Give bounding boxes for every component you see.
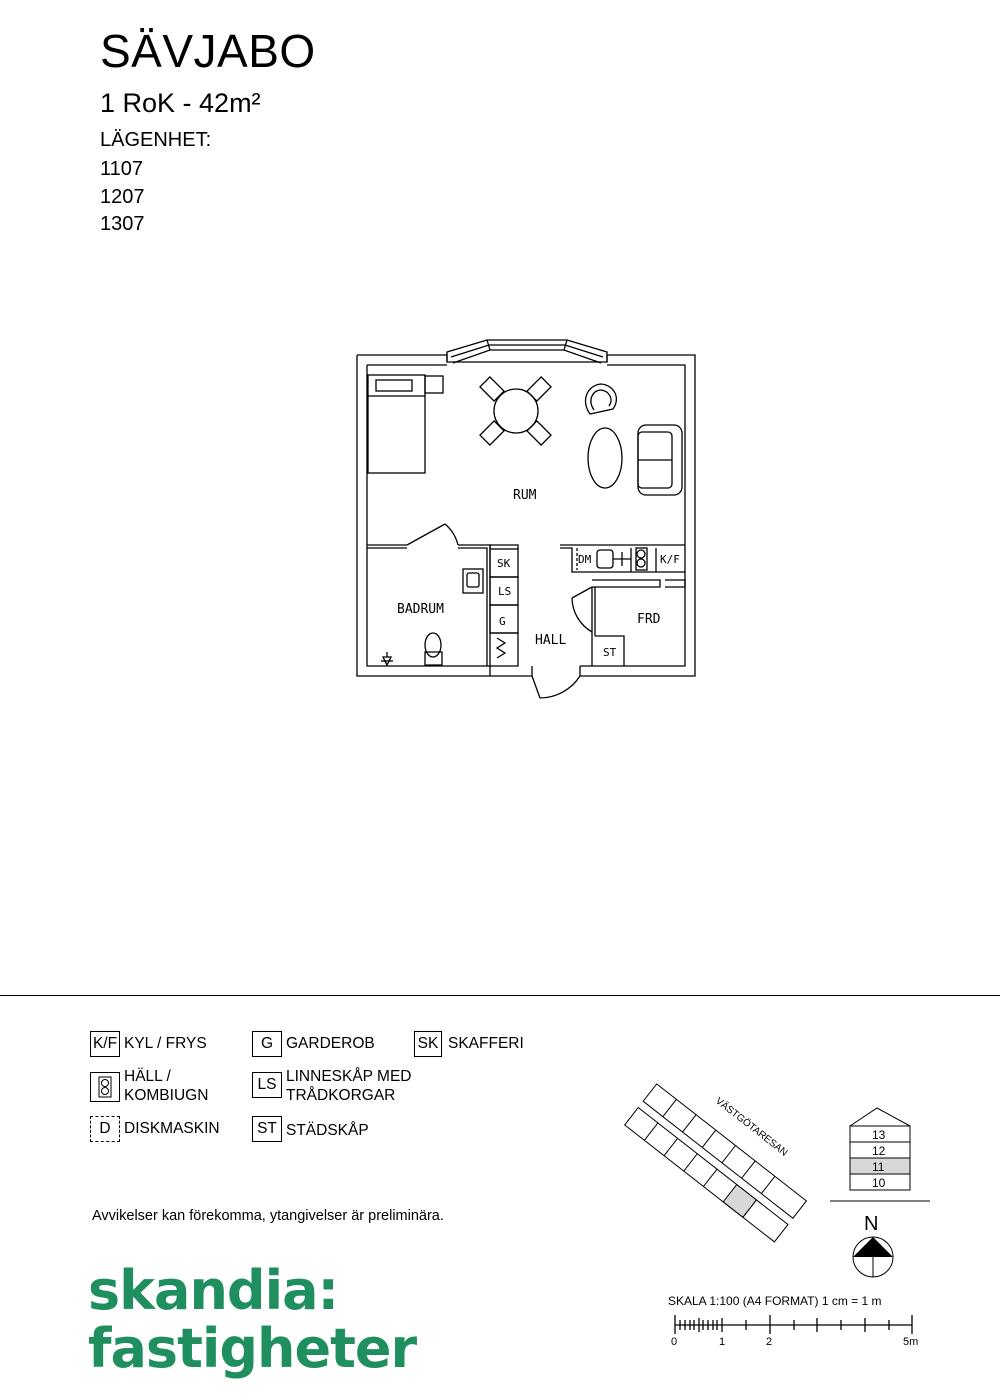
- cabinet-label-st: ST: [603, 646, 617, 659]
- legend-label-line: KOMBIUGN: [124, 1087, 209, 1104]
- north-arrow-icon: [850, 1210, 900, 1280]
- cabinet-label-ls: LS: [498, 585, 512, 598]
- scale-tick: 5m: [903, 1336, 919, 1348]
- legend-code-kf: K/F: [90, 1031, 120, 1057]
- apartment-number: 1107: [100, 158, 144, 180]
- legend-label-ls: [286, 1067, 411, 1105]
- street-name: VÄSTGÖTARESAN: [713, 1095, 790, 1159]
- room-label-badrum: BADRUM: [397, 602, 444, 617]
- cabinet-label-sk: SK: [497, 557, 511, 570]
- apartment-number: 1207: [100, 185, 145, 208]
- room-label-hall: HALL: [535, 633, 567, 648]
- legend-label-g: GARDEROB: [286, 1035, 375, 1052]
- apartment-number: 1307: [100, 213, 145, 235]
- floor-stack: [825, 1105, 935, 1205]
- legend-label-line: HÄLL /: [124, 1068, 171, 1085]
- divider: [0, 995, 1000, 996]
- room-label-rum: RUM: [513, 488, 537, 503]
- legend-code-st: ST: [252, 1116, 282, 1142]
- north-label: N: [864, 1213, 879, 1235]
- room-label-frd: FRD: [637, 612, 661, 627]
- legend-label-line: LINNESKÅP MED: [286, 1068, 412, 1085]
- legend-label-kf: KYL / FRYS: [124, 1035, 207, 1052]
- logo-line: fastigheter: [88, 1317, 417, 1380]
- scale-tick: 0: [671, 1336, 678, 1348]
- appliance-label-dm: DM: [578, 553, 592, 566]
- legend-label-hall: [124, 1067, 208, 1105]
- legend-label-st: STÄDSKÅP: [286, 1122, 369, 1139]
- floor-number: 12: [872, 1144, 886, 1158]
- scale-bar: [670, 1310, 920, 1340]
- logo-line: skandia:: [88, 1259, 339, 1322]
- legend-code-ls: LS: [252, 1072, 282, 1098]
- legend-code-sk: SK: [414, 1031, 442, 1057]
- legend-label-d: DISKMASKIN: [124, 1120, 220, 1137]
- apartment-type: 1 RoK - 42m²: [100, 88, 261, 118]
- scale-label: SKALA 1:100 (A4 FORMAT) 1 cm = 1 m: [668, 1294, 882, 1308]
- scale-tick: 2: [766, 1336, 773, 1348]
- apartment-label: LÄGENHET:: [100, 129, 212, 151]
- cabinet-label-g: G: [499, 615, 506, 628]
- legend-label-sk: SKAFFERI: [448, 1035, 524, 1052]
- page-title: SÄVJABO: [100, 25, 316, 77]
- scale-tick: 1: [719, 1336, 726, 1348]
- stove-icon: [90, 1072, 120, 1102]
- floor-number: 10: [872, 1176, 886, 1190]
- company-logo: [88, 1259, 417, 1380]
- floor-number: 11: [872, 1160, 885, 1174]
- floor-number: 13: [872, 1128, 886, 1142]
- legend-label-line: TRÅDKORGAR: [286, 1087, 396, 1104]
- disclaimer: Avvikelser kan förekomma, ytangivelser är preliminära.: [92, 1208, 444, 1224]
- legend-code-d: D: [90, 1116, 120, 1142]
- legend-code-g: G: [252, 1031, 282, 1057]
- appliance-label-kf: K/F: [660, 553, 680, 566]
